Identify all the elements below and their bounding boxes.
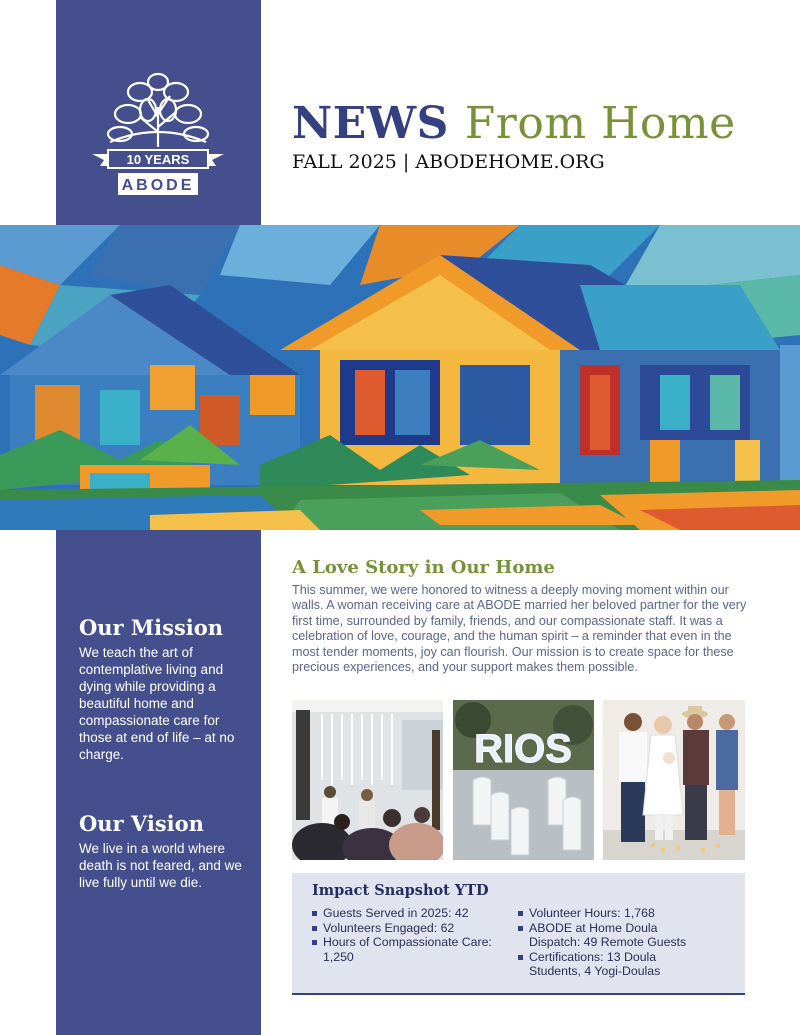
impact-list-left [312,906,497,964]
rios-sign-photo [453,700,594,860]
vision-text: We live in a world where death is not feared, and we live fully until we die. [79,841,242,890]
couple-photo [603,700,745,860]
hero-house-painting [0,225,800,530]
impact-item: Hours of Compassionate Care: 1,250 [312,935,497,964]
newsletter-title [292,98,736,149]
title-from-home: From Home [464,98,736,149]
impact-item: Volunteers Engaged: 62 [312,921,497,936]
issue-date-website: FALL 2025 | ABODEHOME.ORG [292,151,605,173]
impact-item: ABODE at Home Doula Dispatch: 49 Remote Guests [518,921,708,950]
story-heading: A Love Story in Our Home [292,557,555,578]
mission-heading: Our Mission [79,615,224,640]
vision-heading: Our Vision [79,811,204,836]
rios-sign-text: RIOS [474,727,572,771]
wedding-ceremony-photo [292,700,443,860]
logo-name-text: ABODE [121,177,195,194]
sidebar-band [56,530,261,1035]
abode-logo [88,62,228,202]
story-body: This summer, we were honored to witness a deeply moving moment within our walls. A woman receiving care at ABODE married her beloved partner for the very first time, surrounded by family, friends, and our compassionate staff. It was a celebration of love, courage, and the human spirit – a reminder that even in the most tender moments, joy can flourish. Our mission is to create space for these precious experiences, and your support makes them possible. [292,583,747,675]
impact-item: Certifications: 13 Doula Students, 4 Yogi-Doulas [518,950,708,979]
impact-heading: Impact Snapshot YTD [312,882,489,899]
title-news: NEWS [292,98,449,149]
mission-text: We teach the art of contemplative living and dying while providing a beautiful home and compassionate care for those at end of life – at no charge. [79,645,235,762]
logo-years-text: 10 YEARS [126,152,190,167]
impact-list-right [518,906,708,979]
impact-item: Guests Served in 2025: 42 [312,906,497,921]
impact-item: Volunteer Hours: 1,768 [518,906,708,921]
impact-snapshot-box [292,873,745,995]
